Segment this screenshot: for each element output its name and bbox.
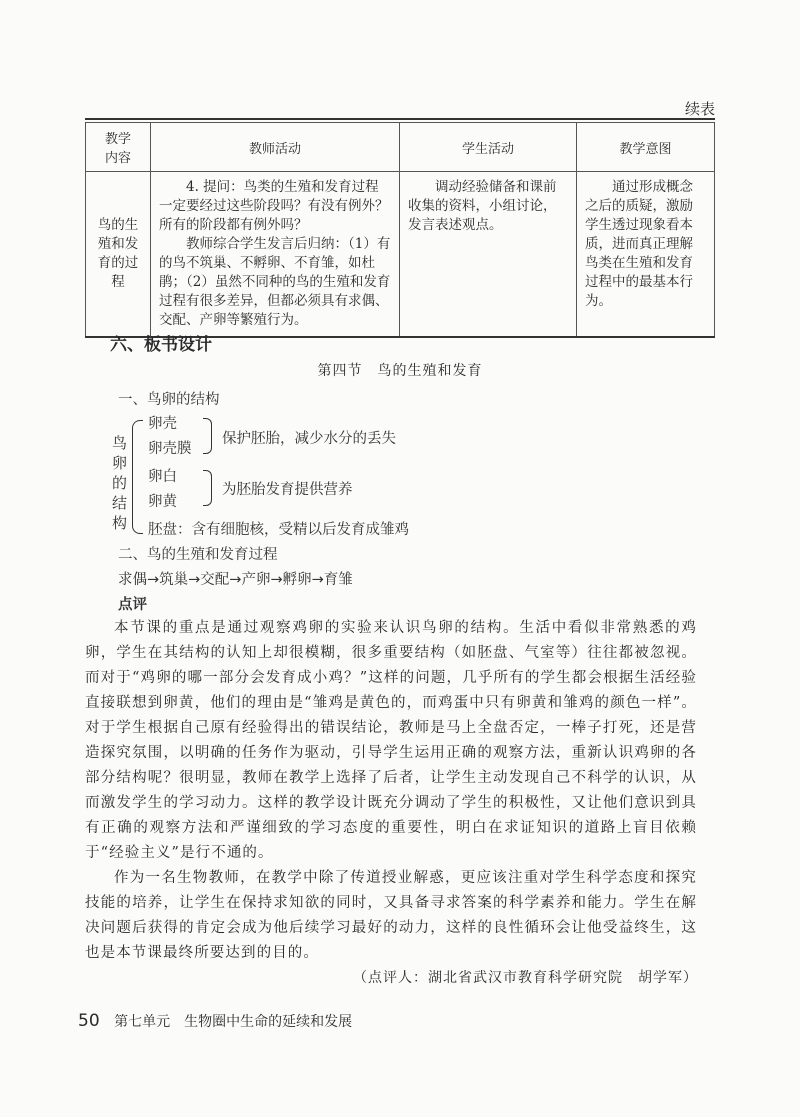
process-flow: 求偶→筑巢→交配→产卵→孵卵→育雏	[118, 572, 353, 588]
item-yolk: 卵黄	[148, 494, 177, 510]
teacher-question: 4. 提问：鸟类的生殖和发育过程一定要经过这些阶段吗？有没有例外？所有的阶段都有例外吗？	[159, 179, 389, 233]
board-title: 第四节 鸟的生殖和发育	[317, 363, 483, 379]
embryo-note: 胚盘：含有细胞核，受精以后发育成雏鸡	[148, 522, 409, 538]
part2-heading: 二、鸟的生殖和发育过程	[118, 547, 278, 563]
lesson-table	[85, 122, 715, 338]
header-student: 学生活动	[400, 123, 577, 172]
left-brace	[132, 420, 143, 534]
cell-teacher	[151, 172, 400, 338]
cell-intent	[577, 172, 715, 338]
table-row	[86, 172, 715, 338]
cell-content	[86, 172, 151, 338]
header-teacher: 教师活动	[151, 123, 400, 172]
table-header-row	[86, 123, 715, 172]
unit-title: 第七单元 生物圈中生命的延续和发展	[114, 1014, 353, 1030]
header-intent: 教学意图	[577, 123, 715, 172]
page-number: 50	[78, 1011, 100, 1031]
brace-2	[203, 470, 212, 506]
part1-heading: 一、鸟卵的结构	[118, 392, 220, 408]
brace-1	[203, 418, 212, 454]
intent-text: 通过形成概念之后的质疑，激励学生透过现象看本质，进而真正理解鸟类在生殖和发育过程中的最基本行为。	[585, 179, 693, 309]
content-text: 鸟的生殖和发育的过程	[97, 217, 139, 290]
review-paragraph-2: 作为一名生物教师，在教学中除了传道授业解惑，更应该注重对学生科学态度和探究技能的培养，让学生在保持求知欲的同时，又具备寻求答案的科学素养和能力。学生在解决问题后获得的肯定会成为他后续学习最好的动力，这样的良性循环会让他受益终生，这也是本节课最终所要达到的目的。	[85, 870, 697, 961]
student-text: 调动经验储备和课前收集的资料，小组讨论，发言表述观点。	[408, 179, 557, 233]
section-heading: 六、板书设计	[110, 335, 212, 355]
continued-label: 续表	[684, 100, 715, 118]
page-footer	[78, 1011, 352, 1031]
cell-student	[400, 172, 577, 338]
note-nutrition: 为胚胎发育提供营养	[222, 482, 353, 498]
review-heading: 点评	[118, 597, 147, 613]
item-albumen: 卵白	[148, 469, 177, 485]
reviewer-signature: （点评人：湖北省武汉市教育科学研究院 胡学军）	[353, 970, 698, 986]
vertical-label: 鸟卵的结构	[112, 434, 128, 532]
header-content: 教学 内容	[86, 123, 151, 172]
review-paragraph-1: 本节课的重点是通过观察鸡卵的实验来认识鸟卵的结构。生活中看似非常熟悉的鸡卵，学生在其结构的认知上却很模糊，很多重要结构（如胚盘、气室等）往往都被忽视。而对于“鸡卵的哪一部分会发育成小鸡？”这样的问题，几乎所有的学生都会根据生活经验直接联想到卵黄，他们的理由是“雏鸡是黄色的，而鸡蛋中只有卵黄和雏鸡的颜色一样”。对于学生根据自己原有经验得出的错误结论，教师是马上全盘否定，一棒子打死，还是营造探究氛围，以明确的任务作为驱动，引导学生运用正确的观察方法，重新认识鸡卵的各部分结构呢？很明显，教师在教学上选择了后者，让学生主动发现自己不科学的认识，从而激发学生的学习动力。这样的教学设计既充分调动了学生的积极性，又让他们意识到具有正确的观察方法和严谨细致的学习态度的重要性，明白在求证知识的道路上盲目依赖于“经验主义”是行不通的。	[85, 620, 697, 861]
table-top-rule	[85, 118, 715, 120]
note-protect: 保护胚胎，减少水分的丢失	[222, 431, 396, 447]
teacher-summary: 教师综合学生发言后归纳：（1）有的鸟不筑巢、不孵卵、不育雏，如杜鹃；（2）虽然不同种的鸟的生殖和发育过程有很多差异，但都必须具有求偶、交配、产卵等繁殖行为。	[159, 236, 391, 328]
item-shell: 卵壳	[148, 416, 177, 432]
item-shell-membrane: 卵壳膜	[148, 441, 192, 457]
